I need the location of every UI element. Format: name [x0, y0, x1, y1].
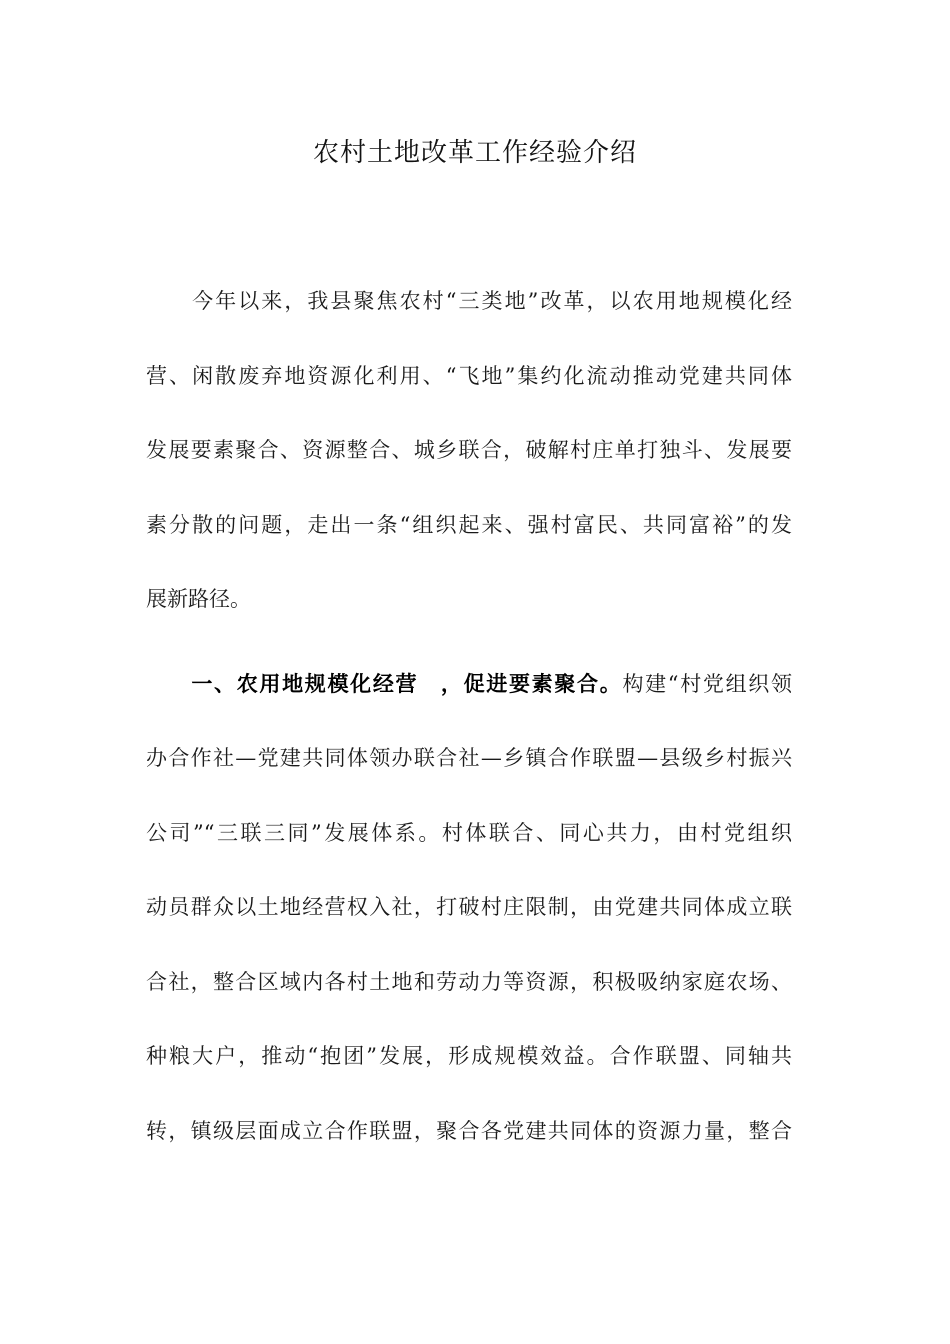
section-heading-continuation: 构建“村党组织领 — [622, 672, 792, 696]
text-line: 公司”“三联三同”发展体系。村体联合、同心共力，由村党组织 — [146, 821, 792, 845]
text-line: 办合作社—党建共同体领办联合社—乡镇合作联盟—县级乡村振兴 — [146, 746, 792, 770]
text-line: 素分散的问题，走出一条“组织起来、强村富民、共同富裕”的发 — [146, 513, 792, 537]
text-line: 转，镇级层面成立合作联盟，聚合各党建共同体的资源力量，整合 — [146, 1119, 792, 1143]
text-line: 动员群众以土地经营权入社，打破村庄限制，由党建共同体成立联 — [146, 895, 792, 919]
text-line: 合社，整合区域内各村土地和劳动力等资源，积极吸纳家庭农场、 — [146, 970, 792, 994]
section-first-line — [146, 664, 792, 704]
document-title: 农村土地改革工作经验介绍 — [312, 138, 637, 168]
text-line: 发展要素聚合、资源整合、城乡联合，破解村庄单打独斗、发展要 — [146, 438, 792, 462]
text-line: 营、闲散废弃地资源化利用、“飞地”集约化流动推动党建共同体 — [146, 364, 792, 388]
text-line: 今年以来，我县聚焦农村“三类地”改革，以农用地规模化经 — [146, 289, 792, 313]
text-line: 种粮大户，推动“抱团”发展，形成规模效益。合作联盟、同轴共 — [146, 1044, 792, 1068]
section-heading: 一、农用地规模化经营 ，促进要素聚合。 — [146, 671, 623, 696]
text-line: 展新路径。 — [146, 587, 251, 611]
